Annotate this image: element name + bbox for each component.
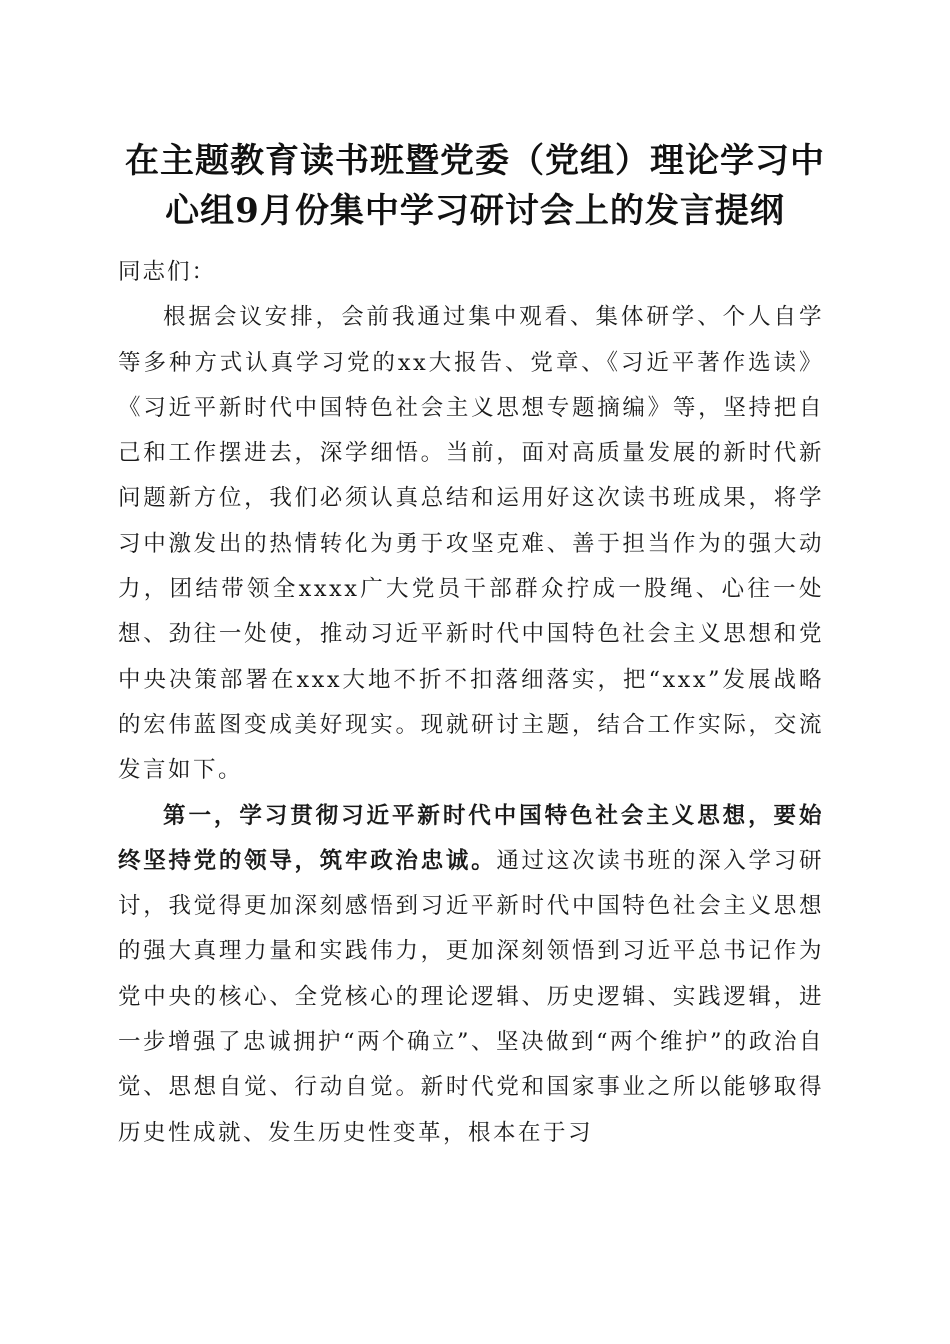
salutation: 同志们： (118, 259, 217, 285)
paragraph-section-1 (118, 794, 824, 1156)
section-1-text: 通过这次读书班的深入学习研讨，我觉得更加深刻感悟到习近平新时代中国特色社会主义思想的强大真理力量和实践伟力，更加深刻领悟到习近平总书记作为党中央的核心、全党核心的理论逻辑、历史逻辑、实践逻辑，进一步增强了忠诚拥护“两个确立”、坚决做到“两个维护”的政治自觉、思想自觉、行动自觉。新时代党和国家事业之所以能够取得历史性成就、发生历史性变革，根本在于习 (118, 847, 825, 1146)
document-title: 在主题教育读书班暨党委（党组）理论学习中心组9月份集中学习研讨会上的发言提纲 (125, 141, 825, 231)
paragraph-intro: 根据会议安排，会前我通过集中观看、集体研学、个人自学等多种方式认真学习党的xx大报告、党章、《习近平著作选读》《习近平新时代中国特色社会主义思想专题摘编》等，坚持把自己和工作摆进去，深学细悟。当前，面对高质量发展的新时代新问题新方位，我们必须认真总结和运用好这次读书班成果，将学习中激发出的热情转化为勇于攻坚克难、善于担当作为的强大动力，团结带领全xxxx广大党员干部群众拧成一股绳、心往一处想、劲往一处使，推动习近平新时代中国特色社会主义思想和党中央决策部署在xxx大地不折不扣落细落实，把“xxx”发展战略的宏伟蓝图变成美好现实。现就研讨主题，结合工作实际，交流发言如下。 (118, 304, 824, 784)
section-1-heading: 第一，学习贯彻习近平新时代中国特色社会主义思想，要始终坚持党的领导，筑牢政治忠诚。 (118, 802, 824, 874)
document-body (118, 250, 824, 1156)
